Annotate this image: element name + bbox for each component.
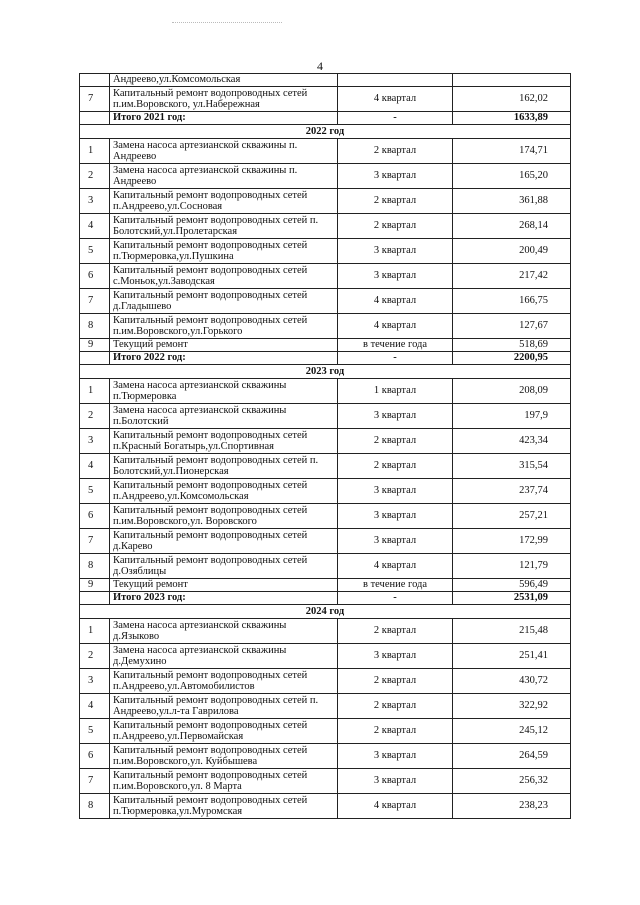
year-header-row [80, 605, 571, 619]
work-description: Замена насоса артезианской скважины п.Болотский [110, 404, 338, 429]
row-number: 3 [80, 189, 110, 214]
work-cost: 172,99 [453, 529, 571, 554]
work-cost: 127,67 [453, 314, 571, 339]
table-row [80, 579, 571, 592]
work-cost: 518,69 [453, 339, 571, 352]
work-cost: 174,71 [453, 139, 571, 164]
table-row [80, 794, 571, 819]
work-cost: 121,79 [453, 554, 571, 579]
work-cost: 237,74 [453, 479, 571, 504]
row-number: 1 [80, 379, 110, 404]
work-cost [453, 74, 571, 87]
work-description: Капитальный ремонт водопроводных сетей п.им.Воровского,ул. 8 Марта [110, 769, 338, 794]
row-number: 3 [80, 669, 110, 694]
table-row [80, 744, 571, 769]
year-header: 2022 год [80, 125, 571, 139]
work-cost: 268,14 [453, 214, 571, 239]
table-row [80, 379, 571, 404]
total-number-cell [80, 112, 110, 125]
table-row [80, 554, 571, 579]
work-description: Андреево,ул.Комсомольская [110, 74, 338, 87]
work-cost: 264,59 [453, 744, 571, 769]
row-number: 7 [80, 87, 110, 112]
table-row [80, 264, 571, 289]
row-number: 1 [80, 619, 110, 644]
total-cost: 1633,89 [453, 112, 571, 125]
work-cost: 166,75 [453, 289, 571, 314]
total-term: - [338, 112, 453, 125]
work-cost: 217,42 [453, 264, 571, 289]
row-number: 4 [80, 454, 110, 479]
work-description: Капитальный ремонт водопроводных сетей п.Тюрмеровка,ул.Муромская [110, 794, 338, 819]
work-term: 4 квартал [338, 794, 453, 819]
total-row [80, 352, 571, 365]
table-row [80, 619, 571, 644]
row-number: 4 [80, 214, 110, 239]
total-number-cell [80, 352, 110, 365]
total-cost: 2200,95 [453, 352, 571, 365]
work-term: 2 квартал [338, 139, 453, 164]
work-description: Капитальный ремонт водопроводных сетей п.им.Воровского, ул.Набережная [110, 87, 338, 112]
work-description: Капитальный ремонт водопроводных сетей п.Красный Богатырь,ул.Спортивная [110, 429, 338, 454]
row-number: 5 [80, 719, 110, 744]
work-description: Капитальный ремонт водопроводных сетей п.Андреево,ул.Автомобилистов [110, 669, 338, 694]
work-term: 2 квартал [338, 454, 453, 479]
work-term: 4 квартал [338, 314, 453, 339]
work-cost: 197,9 [453, 404, 571, 429]
work-term: 3 квартал [338, 744, 453, 769]
table-row [80, 479, 571, 504]
year-header: 2023 год [80, 365, 571, 379]
work-description: Капитальный ремонт водопроводных сетей п.им.Воровского,ул. Воровского [110, 504, 338, 529]
row-number: 2 [80, 404, 110, 429]
work-cost: 430,72 [453, 669, 571, 694]
work-cost: 251,41 [453, 644, 571, 669]
work-description: Замена насоса артезианской скважины п.Тюрмеровка [110, 379, 338, 404]
table-row [80, 644, 571, 669]
table-row [80, 769, 571, 794]
work-term: 4 квартал [338, 554, 453, 579]
year-header-row [80, 125, 571, 139]
work-description: Капитальный ремонт водопроводных сетей д.Карево [110, 529, 338, 554]
work-term: 2 квартал [338, 619, 453, 644]
row-number: 8 [80, 554, 110, 579]
table-row [80, 239, 571, 264]
row-number: 6 [80, 264, 110, 289]
work-term: 3 квартал [338, 644, 453, 669]
year-header: 2024 год [80, 605, 571, 619]
work-cost: 200,49 [453, 239, 571, 264]
table-row [80, 429, 571, 454]
row-number: 7 [80, 769, 110, 794]
work-description: Капитальный ремонт водопроводных сетей п. Болотский,ул.Пионерская [110, 454, 338, 479]
work-description: Замена насоса артезианской скважины д.Демухино [110, 644, 338, 669]
work-description: Капитальный ремонт водопроводных сетей д.Озяблицы [110, 554, 338, 579]
table-row [80, 87, 571, 112]
work-term: 2 квартал [338, 719, 453, 744]
work-description: Капитальный ремонт водопроводных сетей п. Болотский,ул.Пролетарская [110, 214, 338, 239]
row-number: 8 [80, 314, 110, 339]
work-cost: 596,49 [453, 579, 571, 592]
total-row [80, 592, 571, 605]
table-row [80, 694, 571, 719]
year-header-row [80, 365, 571, 379]
table-row [80, 339, 571, 352]
work-description: Капитальный ремонт водопроводных сетей с.Моньок,ул.Заводская [110, 264, 338, 289]
work-term: 2 квартал [338, 189, 453, 214]
work-term: 2 квартал [338, 669, 453, 694]
work-cost: 315,54 [453, 454, 571, 479]
work-description: Капитальный ремонт водопроводных сетей д.Гладышево [110, 289, 338, 314]
work-term: 3 квартал [338, 769, 453, 794]
work-cost: 257,21 [453, 504, 571, 529]
work-term: 3 квартал [338, 264, 453, 289]
work-cost: 361,88 [453, 189, 571, 214]
work-term: 3 квартал [338, 239, 453, 264]
work-cost: 423,34 [453, 429, 571, 454]
table-row [80, 504, 571, 529]
work-term: 2 квартал [338, 694, 453, 719]
work-description: Замена насоса артезианской скважины п. Андреево [110, 164, 338, 189]
table-row [80, 189, 571, 214]
total-label: Итого 2021 год: [110, 112, 338, 125]
work-description: Капитальный ремонт водопроводных сетей п.Андреево,ул.Сосновая [110, 189, 338, 214]
work-cost: 256,32 [453, 769, 571, 794]
table-row [80, 454, 571, 479]
row-number: 5 [80, 239, 110, 264]
work-term: 3 квартал [338, 404, 453, 429]
work-description: Капитальный ремонт водопроводных сетей п.им.Воровского,ул. Куйбышева [110, 744, 338, 769]
page-number: 4 [317, 59, 323, 73]
work-term: 4 квартал [338, 289, 453, 314]
work-term: 3 квартал [338, 529, 453, 554]
work-description: Текущий ремонт [110, 579, 338, 592]
work-description: Капитальный ремонт водопроводных сетей п.Андреево,ул.Комсомольская [110, 479, 338, 504]
total-row [80, 112, 571, 125]
work-cost: 165,20 [453, 164, 571, 189]
row-number: 8 [80, 794, 110, 819]
row-number: 2 [80, 644, 110, 669]
work-description: Капитальный ремонт водопроводных сетей п.Тюрмеровка,ул.Пушкина [110, 239, 338, 264]
table-row [80, 404, 571, 429]
total-term: - [338, 592, 453, 605]
work-description: Текущий ремонт [110, 339, 338, 352]
work-term: 3 квартал [338, 164, 453, 189]
row-number: 2 [80, 164, 110, 189]
table-row [80, 139, 571, 164]
row-number: 1 [80, 139, 110, 164]
row-number: 9 [80, 339, 110, 352]
work-description: Капитальный ремонт водопроводных сетей п.Андреево,ул.Первомайская [110, 719, 338, 744]
work-term: 1 квартал [338, 379, 453, 404]
work-cost: 208,09 [453, 379, 571, 404]
row-number: 7 [80, 529, 110, 554]
work-description: Капитальный ремонт водопроводных сетей п. Андреево,ул.л-та Гаврилова [110, 694, 338, 719]
row-number: 6 [80, 744, 110, 769]
work-cost: 245,12 [453, 719, 571, 744]
plan-table [79, 73, 571, 819]
total-label: Итого 2023 год: [110, 592, 338, 605]
work-term: 2 квартал [338, 214, 453, 239]
row-number: 3 [80, 429, 110, 454]
row-number: 6 [80, 504, 110, 529]
work-cost: 238,23 [453, 794, 571, 819]
plan-table-body [80, 74, 571, 819]
table-row [80, 669, 571, 694]
total-label: Итого 2022 год: [110, 352, 338, 365]
row-number: 7 [80, 289, 110, 314]
work-cost: 162,02 [453, 87, 571, 112]
work-description: Капитальный ремонт водопроводных сетей п.им.Воровского,ул.Горького [110, 314, 338, 339]
work-term: 4 квартал [338, 87, 453, 112]
total-cost: 2531,09 [453, 592, 571, 605]
work-term: 2 квартал [338, 429, 453, 454]
row-number: 4 [80, 694, 110, 719]
table-row [80, 164, 571, 189]
table-row [80, 719, 571, 744]
table-row [80, 529, 571, 554]
work-term: в течение года [338, 579, 453, 592]
work-cost: 322,92 [453, 694, 571, 719]
work-cost: 215,48 [453, 619, 571, 644]
work-term: 3 квартал [338, 479, 453, 504]
row-number: 9 [80, 579, 110, 592]
work-term [338, 74, 453, 87]
scan-artifact [172, 22, 282, 24]
table-row [80, 214, 571, 239]
work-term: в течение года [338, 339, 453, 352]
total-term: - [338, 352, 453, 365]
row-number: 5 [80, 479, 110, 504]
work-term: 3 квартал [338, 504, 453, 529]
work-description: Замена насоса артезианской скважины д.Языково [110, 619, 338, 644]
table-row [80, 74, 571, 87]
table-row [80, 314, 571, 339]
row-number [80, 74, 110, 87]
table-row [80, 289, 571, 314]
work-description: Замена насоса артезианской скважины п. Андреево [110, 139, 338, 164]
total-number-cell [80, 592, 110, 605]
